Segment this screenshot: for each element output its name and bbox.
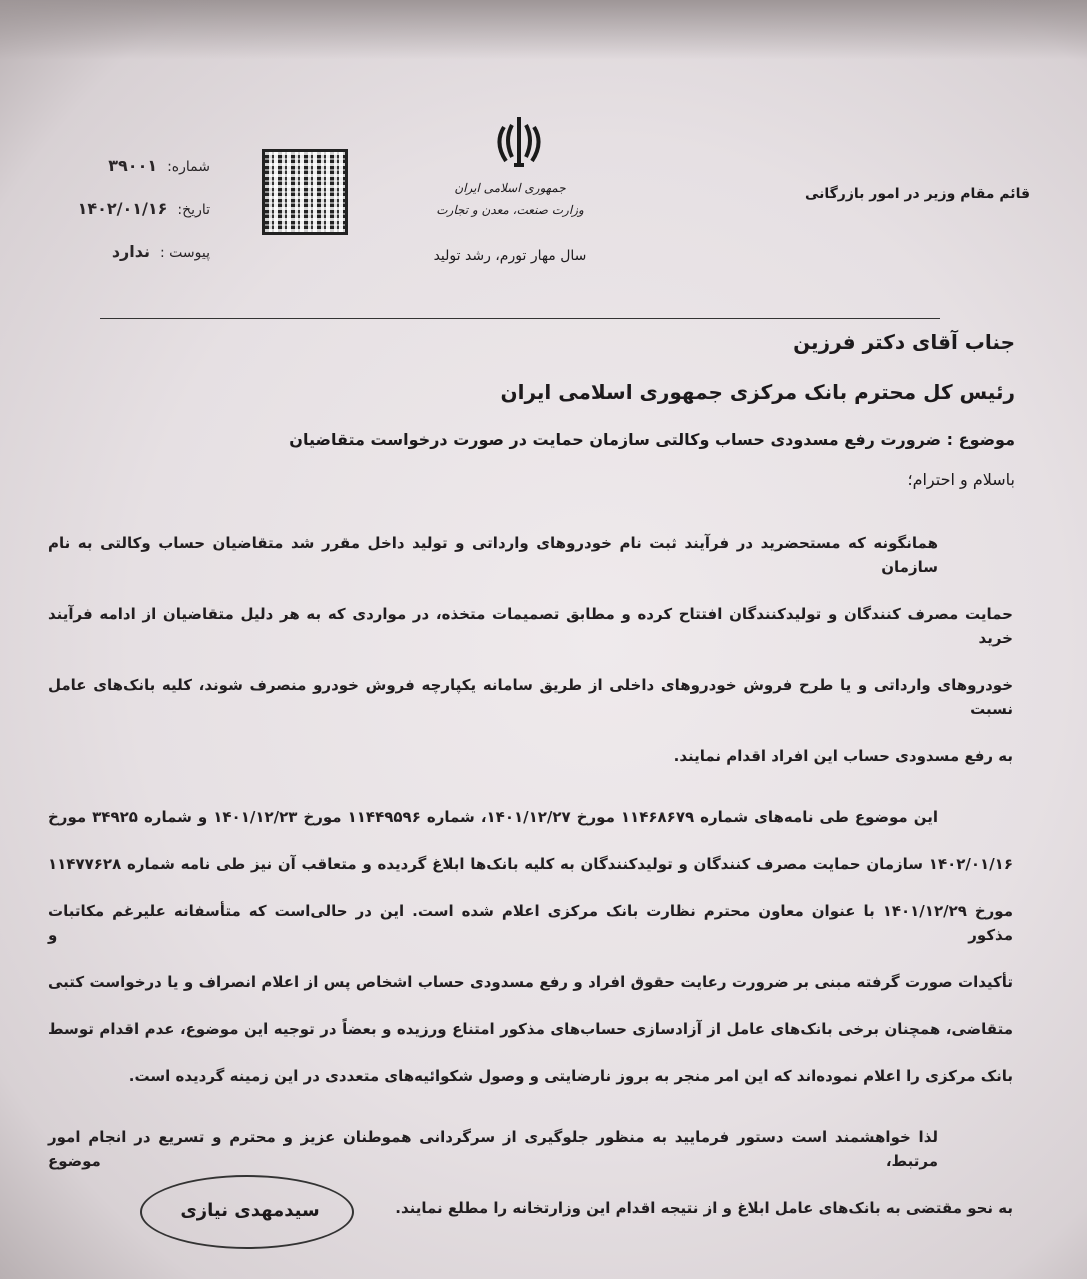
date-value: ۱۴۰۲/۰۱/۱۶ xyxy=(77,199,168,218)
number-value: ۳۹۰۰۱ xyxy=(108,156,158,175)
ministry-name: وزارت صنعت، معدن و تجارت xyxy=(436,203,584,217)
paragraph-1 xyxy=(48,520,1013,780)
paragraph-2 xyxy=(48,794,1013,1100)
greeting: باسلام و احترام؛ xyxy=(907,470,1015,489)
photo-shadow xyxy=(0,0,1087,60)
addressee-name: جناب آقای دکتر فرزین xyxy=(793,330,1015,354)
signatory-name: سیدمهدی نیازی xyxy=(180,1200,320,1221)
number-label: شماره: xyxy=(167,159,210,175)
paragraph-line: تأکیدات صورت گرفته مبنی بر ضرورت رعایت حقوق افراد و رفع مسدودی حساب اشخاص پس از اعلام انصراف و یا درخواست کتبی xyxy=(48,973,1013,991)
header-divider xyxy=(100,318,940,319)
attachment-label: پیوست : xyxy=(160,245,210,261)
paragraph-line: خودروهای وارداتی و یا طرح فروش خودروهای داخلی از طریق سامانه یکپارچه فروش خودرو منصرف شوند، کلیه بانک‌های عامل نسبت xyxy=(48,676,1013,718)
attachment-value: ندارد xyxy=(111,242,150,261)
qr-code xyxy=(265,152,345,232)
country-name: جمهوری اسلامی ایران xyxy=(454,181,566,195)
paragraph-line: به نحو مقتضی به بانک‌های عامل ابلاغ و از نتیجه اقدام این وزارتخانه را مطلع نمایند. xyxy=(395,1199,1013,1217)
letter-attachment xyxy=(80,242,210,261)
paragraph-line: ۱۴۰۲/۰۱/۱۶ سازمان حمایت مصرف کنندگان و تولیدکنندگان به کلیه بانک‌ها ابلاغ گردیده و متعاقب آن نیز طی نامه شماره ۱۱۴۷۷۶۲۸ xyxy=(48,855,1013,873)
paragraph-line: مورخ ۱۴۰۱/۱۲/۲۹ با عنوان معاون محترم نظارت بانک مرکزی اعلام شده است. این در حالی‌است که متأسفانه علیرغم مکاتبات مذکور و xyxy=(48,902,1013,944)
letter-body xyxy=(48,520,1013,1246)
paragraph-line: این موضوع طی نامه‌های شماره ۱۱۴۶۸۶۷۹ مورخ ۱۴۰۱/۱۲/۲۷، شماره ۱۱۴۴۹۵۹۶ مورخ ۱۴۰۱/۱۲/۲۳ و شماره ۳۴۹۲۵ مورخ xyxy=(48,808,938,826)
paragraph-line: به رفع مسدودی حساب این افراد اقدام نمایند. xyxy=(673,747,1013,765)
letterhead xyxy=(430,177,590,221)
letter-date xyxy=(55,199,210,218)
paragraph-line: لذا خواهشمند است دستور فرمایید به منظور جلوگیری از سرگردانی هموطنان عزیز و محترم و تسریع در انجام امور مرتبط، موضوع xyxy=(48,1128,938,1170)
date-label: تاریخ: xyxy=(177,202,210,218)
paragraph-line: متقاضی، همچنان برخی بانک‌های عامل از آزادسازی حساب‌های مذکور امتناع ورزیده و بعضاً در توجیه این موضوع، عدم اقدام توسط xyxy=(48,1020,1013,1038)
sender-title: قائم مقام وزیر در امور بازرگانی xyxy=(804,186,1030,202)
year-slogan: سال مهار تورم، رشد تولید xyxy=(433,248,587,264)
iran-emblem-icon xyxy=(494,115,544,170)
addressee-title: رئیس کل محترم بانک مرکزی جمهوری اسلامی ایران xyxy=(500,380,1015,404)
paragraph-line: حمایت مصرف کنندگان و تولیدکنندگان افتتاح کرده و مطابق تصمیمات متخذه، در مواردی که به هر دلیل متقاضیان از ادامه فرآیند خرید xyxy=(48,605,1013,647)
subject-line: موضوع : ضرورت رفع مسدودی حساب وکالتی سازمان حمایت در صورت درخواست متقاضیان xyxy=(289,430,1015,449)
paragraph-line: بانک مرکزی را اعلام نموده‌اند که این امر منجر به بروز نارضایتی و وصول شکوائیه‌های متعددی در این زمینه گردیده است. xyxy=(128,1067,1013,1085)
paragraph-line: همانگونه که مستحضرید در فرآیند ثبت نام خودروهای وارداتی و تولید داخل مقرر شد متقاضیان حساب وکالتی به نام سازمان xyxy=(48,534,938,576)
letter-number xyxy=(60,156,210,175)
